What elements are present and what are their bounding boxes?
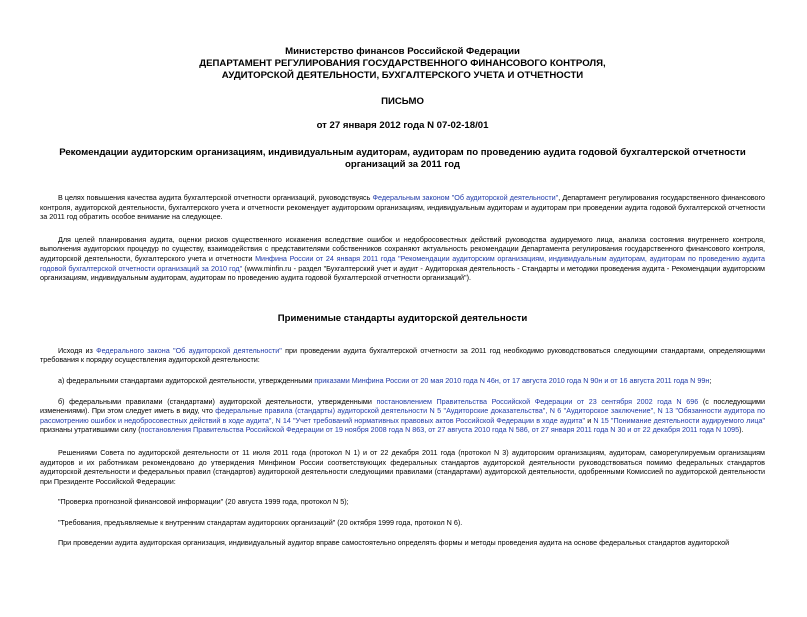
text: а) федеральными стандартами аудиторской деятельности, утвержденными: [58, 375, 315, 385]
ministry-name: Министерство финансов Российской Федерации: [285, 46, 520, 57]
department-name-line2: АУДИТОРСКОЙ ДЕЯТЕЛЬНОСТИ, БУХГАЛТЕРСКОГО УЧЕТА И ОТЧЕТНОСТИ: [221, 70, 584, 81]
text: (с последующими изменениями). При этом следует иметь в виду, что: [40, 396, 766, 416]
standard-item-1: "Проверка прогнозной финансовой информации" (20 августа 1999 года, протокол N 5);: [58, 497, 349, 507]
standard-item-2: "Требования, предъявляемые к внутренним стандартам аудиторских организаций" (20 октября 1999 года, протокол N 6).: [58, 517, 463, 527]
document-title: Рекомендации аудиторским организациям, индивидуальным аудиторам, аудиторам по проведению аудита годовой бухгалтерской отчетности организаций за 2011 год: [59, 147, 746, 170]
rule-15-link[interactable]: N 15 "Понимание деятельности аудируемого лица": [593, 415, 766, 425]
document-date-number: от 27 января 2012 года N 07-02-18/01: [316, 120, 489, 131]
federal-rules-link[interactable]: федеральные правила (стандарты) аудиторской деятельности N 5 "Аудиторские доказательства", N 6 "Аудиторское заключение", N 13 "Обязанности аудитора по рассмотрению ошибок и недобросовестных действий в ходе аудита", N 14 "Учет требований нормативных правовых актов Российской Федерации в ходе аудита": [40, 406, 765, 425]
item-a: [40, 376, 765, 386]
text: В целях повышения качества аудита бухгалтерской отчетности организаций, руководствуясь: [58, 193, 373, 202]
section-title: Применимые стандарты аудиторской деятельности: [277, 312, 528, 324]
text: ).: [739, 425, 744, 435]
document-type: ПИСЬМО: [381, 96, 424, 107]
law-link[interactable]: Федеральным законом "Об аудиторской деятельности": [372, 193, 559, 202]
text: признаны утратившими силу (: [40, 425, 141, 435]
document-page: [0, 46, 807, 617]
text: при проведении аудита бухгалтерской отчетности за 2011 год необходимо руководствоваться следующими стандартами, определяющими требования к порядку осуществления аудиторской деятельности:: [40, 345, 765, 365]
text: Для целей планирования аудита, оценки рисков существенного искажения вследствие ошибок и недобросовестных действий руководства аудируемого лица, анализа состояния внутреннего контроля, выполнения аудиторских процедур по существу, взаимодействия с представителями собственников сохраняют актуальность рекомендации Департамента регулирования государственного финансового контроля, аудиторской деятельности, бухгалтерского учета и отчетности: [40, 234, 765, 263]
resolution-696-link[interactable]: постановлением Правительства Российской Федерации от 23 сентября 2002 года N 696: [376, 396, 699, 406]
item-b: [40, 397, 765, 435]
text: Исходя из: [58, 345, 97, 355]
text: (www.minfin.ru - раздел "Бухгалтерский учет и аудит - Аудиторская деятельность - Стандарты и методики проведения аудита - Рекомендации аудиторским организациям, индивидуальным аудиторам, аудиторам по проведению аудита годовой бухгалтерской отчетности организаций").: [40, 263, 765, 283]
document-header: [40, 46, 765, 82]
text: , Департамент регулирования государственного финансового контроля, аудиторской деятельности, бухгалтерского учета и отчетности рекомендует аудиторским организациям, индивидуальным аудиторам и аудиторам при проведении аудита годовой бухгалтерской отчетности за 2011 год обратить особое внимание на следующее.: [40, 193, 766, 222]
minfin-recommendations-link[interactable]: Минфина России от 24 января 2011 года "Рекомендации аудиторским организациям, индивидуальным аудиторам, аудиторам по проведению аудита годовой бухгалтерской отчетности организаций за 2010 год": [40, 253, 765, 273]
orders-link[interactable]: приказами Минфина России от 20 мая 2010 года N 46н, от 17 августа 2010 года N 90н и от 16 августа 2011 года N 99н: [314, 375, 710, 385]
text: б) федеральными правилами (стандартами) аудиторской деятельности, утвержденными: [58, 396, 377, 406]
intro-paragraph-2: [40, 235, 765, 283]
intro-paragraph-1: [40, 193, 765, 222]
text: ;: [709, 375, 712, 385]
text: и: [585, 415, 594, 425]
department-name-line1: ДЕПАРТАМЕНТ РЕГУЛИРОВАНИЯ ГОСУДАРСТВЕННОГО ФИНАНСОВОГО КОНТРОЛЯ,: [199, 58, 606, 69]
law-link-2[interactable]: Федерального закона "Об аудиторской деятельности": [96, 345, 282, 355]
resolutions-link[interactable]: постановления Правительства Российской Федерации от 19 ноября 2008 года N 863, от 27 августа 2010 года N 586, от 27 января 2011 года N 30 и от 22 декабря 2011 года N 1095: [140, 425, 740, 435]
standards-paragraph: [40, 346, 765, 365]
council-decisions-paragraph: Решениями Совета по аудиторской деятельности от 11 июля 2011 года (протокол N 1) и от 22 декабря 2011 года (протокол N 3) аудиторским организациям, аудиторам, саморегулируемым организациям аудиторов и их работникам рекомендовано до утверждения Минфином России соответствующих федеральных стандартов аудиторской деятельности руководствоваться помимо федеральных стандартов аудиторской деятельности и федеральных правил (стандартов) аудиторской деятельности следующими правилами (стандартами) аудиторской деятельности, одобренными Комиссией по аудиторской деятельности при Президенте Российской Федерации:: [40, 447, 765, 486]
audit-methods-paragraph: При проведении аудита аудиторская организация, индивидуальный аудитор вправе самостоятельно определять формы и методы проведения аудита на основе федеральных стандартов аудиторской: [58, 538, 730, 548]
